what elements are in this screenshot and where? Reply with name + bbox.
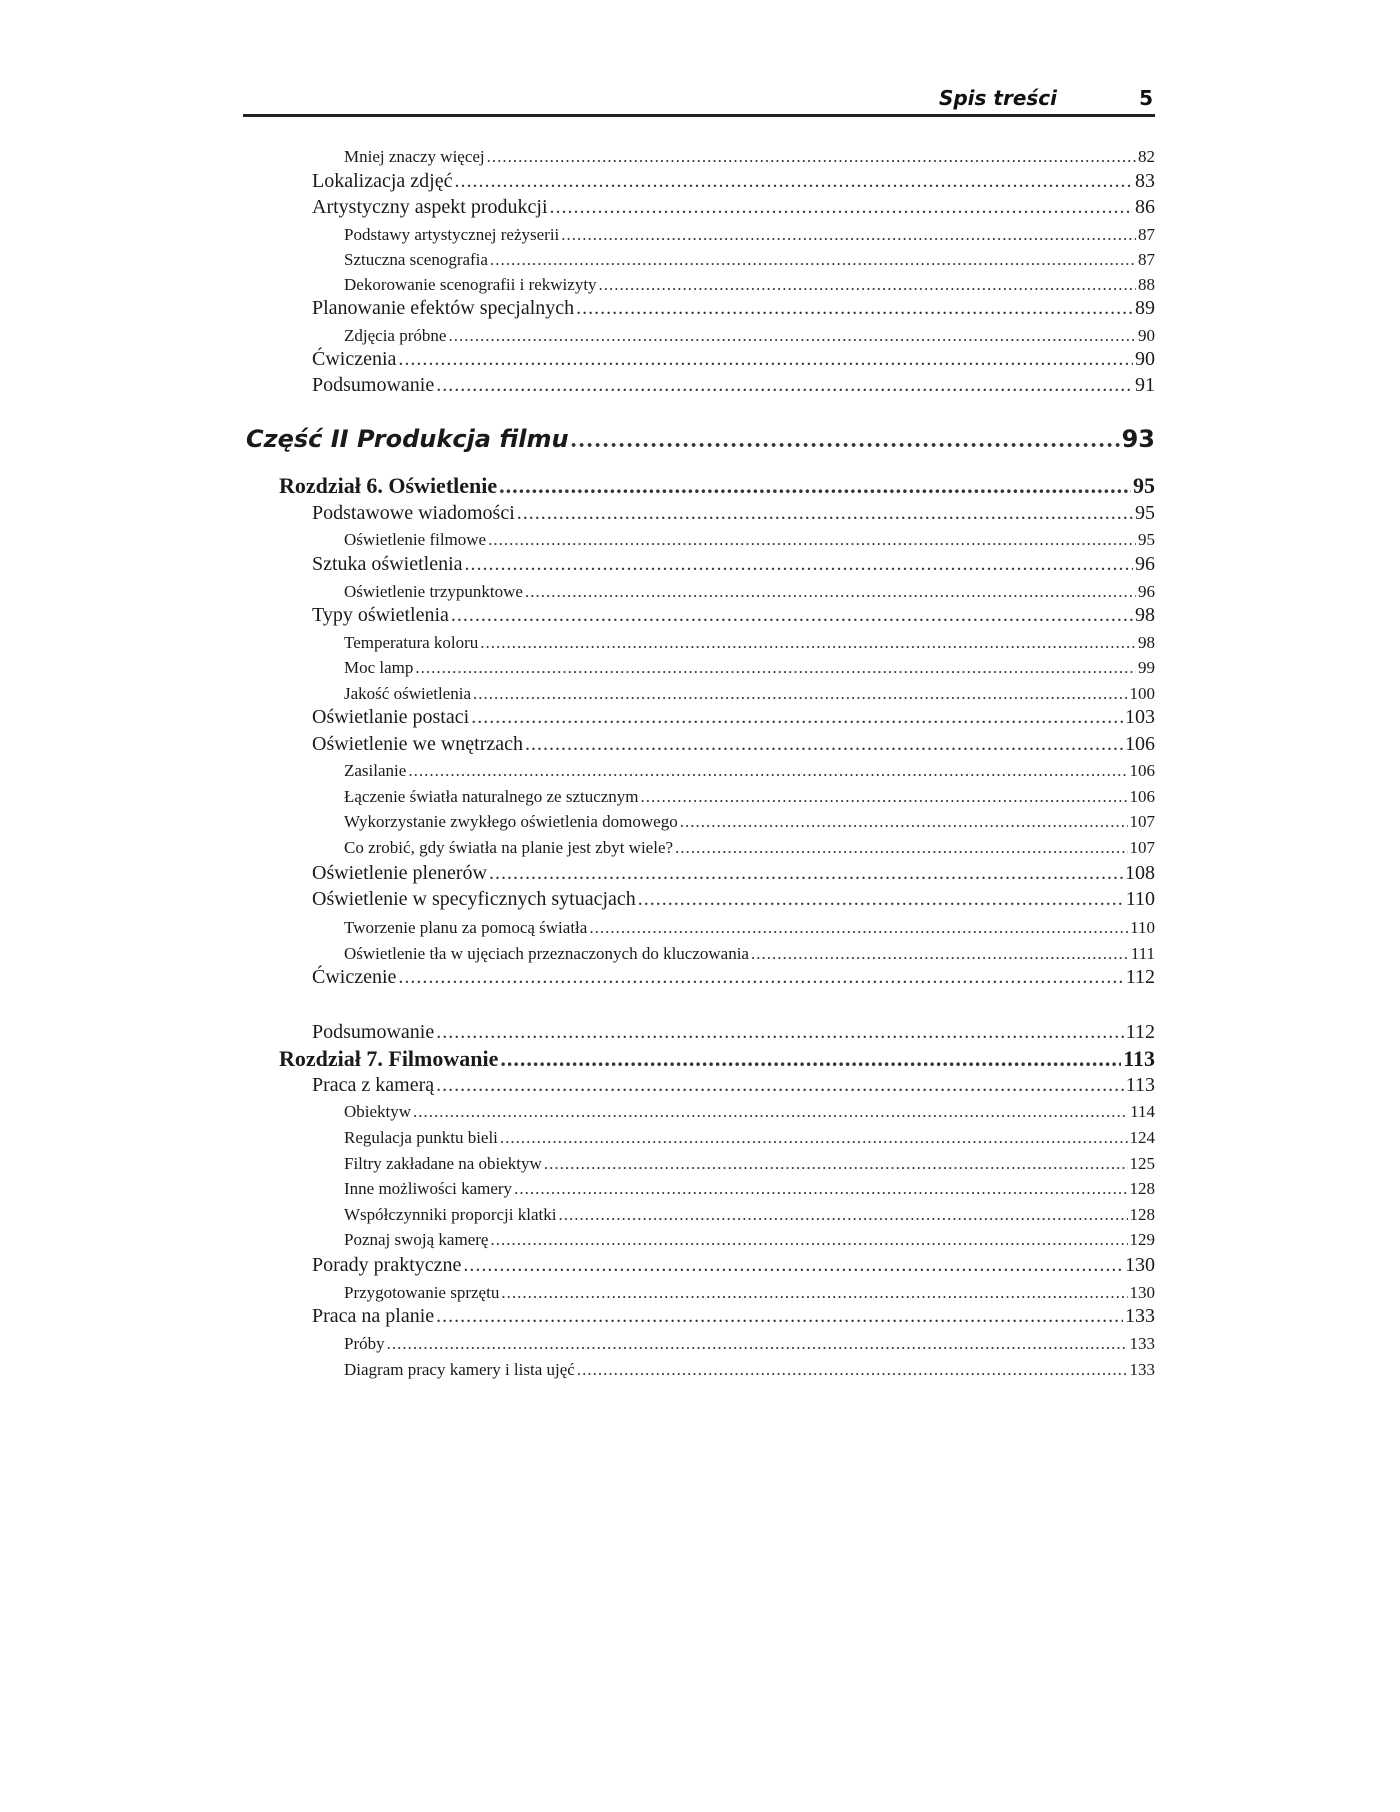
toc-entry — [344, 1128, 1155, 1148]
toc-entry — [312, 553, 1155, 576]
toc-dot-leader — [398, 966, 1123, 989]
toc-entry-label: Przygotowanie sprzętu — [344, 1283, 500, 1302]
toc-entry — [312, 502, 1155, 525]
toc-entry — [344, 812, 1155, 832]
toc-entry-label: Oświetlenie trzypunktowe — [344, 582, 523, 601]
toc-entry-page-number: 133 — [1129, 1334, 1155, 1353]
toc-entry-page-number: 100 — [1129, 684, 1155, 703]
toc-entry-label: Praca na planie — [312, 1305, 435, 1327]
toc-entry — [246, 425, 1155, 454]
toc-entry-label: Łączenie światła naturalnego ze sztucznym — [344, 787, 639, 806]
toc-dot-leader — [413, 1102, 1128, 1122]
toc-dot-leader — [576, 297, 1133, 320]
toc-entry-page-number: 98 — [1135, 604, 1155, 626]
toc-entry-page-number: 103 — [1125, 706, 1155, 728]
header-rule — [243, 114, 1155, 117]
toc-entry — [344, 530, 1155, 550]
toc-entry-page-number: 90 — [1138, 326, 1155, 345]
header-page-number: 5 — [1139, 86, 1153, 110]
toc-entry-page-number: 87 — [1138, 225, 1155, 244]
toc-entry-label: Planowanie efektów specjalnych — [312, 297, 575, 319]
toc-entry-label: Wykorzystanie zwykłego oświetlenia domowego — [344, 812, 678, 831]
toc-entry-label: Poznaj swoją kamerę — [344, 1230, 489, 1249]
toc-dot-leader — [488, 530, 1136, 550]
toc-entry-page-number: 133 — [1129, 1360, 1155, 1379]
toc-entry-label: Mniej znaczy więcej — [344, 147, 485, 166]
toc-entry-label: Moc lamp — [344, 658, 414, 677]
toc-entry-label: Rozdział 7. Filmowanie — [279, 1046, 499, 1071]
toc-entry-label: Ćwiczenie — [312, 966, 397, 988]
toc-entry — [344, 225, 1155, 245]
toc-dot-leader — [561, 225, 1136, 245]
toc-entry — [312, 966, 1155, 989]
toc-entry-page-number: 124 — [1129, 1128, 1155, 1147]
toc-entry — [344, 633, 1155, 653]
toc-dot-leader — [408, 761, 1127, 781]
running-header — [243, 86, 1155, 116]
toc-entry-page-number: 128 — [1129, 1179, 1155, 1198]
toc-dot-leader — [454, 170, 1133, 193]
toc-dot-leader — [517, 502, 1133, 525]
toc-entry-page-number: 106 — [1129, 787, 1155, 806]
toc-dot-leader — [415, 658, 1136, 678]
toc-entry-page-number: 95 — [1135, 502, 1155, 524]
toc-entry-label: Co zrobić, gdy światła na planie jest zbyt wiele? — [344, 838, 674, 857]
toc-dot-leader — [550, 196, 1134, 219]
toc-entry-page-number: 112 — [1125, 966, 1155, 988]
toc-entry — [344, 1179, 1155, 1199]
toc-entry-page-number: 95 — [1138, 530, 1155, 549]
toc-entry — [312, 604, 1155, 627]
toc-entry-page-number: 82 — [1138, 147, 1155, 166]
toc-entry — [312, 1021, 1155, 1044]
toc-entry — [279, 473, 1155, 499]
toc-entry-page-number: 113 — [1123, 1046, 1155, 1071]
toc-entry — [344, 1230, 1155, 1250]
toc-entry-page-number: 87 — [1138, 250, 1155, 269]
toc-entry-page-number: 93 — [1121, 425, 1155, 453]
toc-dot-leader — [398, 348, 1133, 371]
toc-entry — [344, 147, 1155, 167]
toc-entry-page-number: 88 — [1138, 275, 1155, 294]
toc-entry-label: Dekorowanie scenografii i rekwizyty — [344, 275, 597, 294]
toc-entry-page-number: 89 — [1135, 297, 1155, 319]
toc-entry-label: Inne możliwości kamery — [344, 1179, 513, 1198]
toc-dot-leader — [525, 733, 1123, 756]
toc-entry — [344, 1205, 1155, 1225]
toc-entry — [344, 761, 1155, 781]
toc-entry-page-number: 107 — [1129, 812, 1155, 831]
toc-entry — [312, 862, 1155, 885]
toc-dot-leader — [558, 1205, 1127, 1225]
toc-entry — [344, 1360, 1155, 1380]
toc-entry-page-number: 130 — [1129, 1283, 1155, 1302]
toc-entry — [312, 888, 1155, 911]
toc-entry — [344, 918, 1155, 938]
toc-dot-leader — [451, 604, 1133, 627]
toc-entry-label: Współczynniki proporcji klatki — [344, 1205, 557, 1224]
toc-dot-leader — [448, 326, 1136, 346]
toc-entry — [312, 1074, 1155, 1097]
toc-entry-page-number: 99 — [1138, 658, 1155, 677]
toc-entry — [344, 838, 1155, 858]
toc-dot-leader — [599, 275, 1136, 295]
toc-entry-label: Typy oświetlenia — [312, 604, 449, 626]
toc-entry-page-number: 86 — [1135, 196, 1155, 218]
toc-entry-page-number: 90 — [1135, 348, 1155, 370]
toc-dot-leader — [499, 473, 1131, 499]
toc-entry-page-number: 110 — [1125, 888, 1155, 910]
toc-entry-label: Tworzenie planu za pomocą światła — [344, 918, 588, 937]
toc-entry-page-number: 91 — [1135, 374, 1155, 396]
toc-dot-leader — [463, 1254, 1123, 1277]
toc-entry-label: Porady praktyczne — [312, 1254, 462, 1276]
toc-entry — [312, 1254, 1155, 1277]
toc-entry-label: Filtry zakładane na obiektyw — [344, 1154, 542, 1173]
toc-entry — [312, 374, 1155, 397]
toc-entry-label: Oświetlenie filmowe — [344, 530, 487, 549]
toc-dot-leader — [465, 553, 1133, 576]
toc-entry-page-number: 129 — [1129, 1230, 1155, 1249]
toc-dot-leader — [525, 582, 1136, 602]
toc-entry — [344, 1334, 1155, 1354]
toc-entry-label: Próby — [344, 1334, 385, 1353]
toc-entry — [312, 196, 1155, 219]
toc-dot-leader — [500, 1046, 1121, 1072]
toc-entry — [344, 944, 1155, 964]
toc-entry — [344, 275, 1155, 295]
toc-entry-page-number: 111 — [1130, 944, 1155, 963]
toc-entry-page-number: 96 — [1135, 553, 1155, 575]
toc-entry-page-number: 96 — [1138, 582, 1155, 601]
toc-entry-label: Diagram pracy kamery i lista ujęć — [344, 1360, 575, 1379]
toc-entry — [344, 684, 1155, 704]
toc-entry-page-number: 110 — [1130, 918, 1155, 937]
toc-entry-label: Zasilanie — [344, 761, 407, 780]
toc-dot-leader — [436, 1305, 1123, 1328]
toc-dot-leader — [480, 633, 1136, 653]
toc-dot-leader — [471, 706, 1123, 729]
toc-entry — [279, 1046, 1155, 1072]
toc-dot-leader — [751, 944, 1129, 964]
toc-entry-label: Sztuka oświetlenia — [312, 553, 463, 575]
toc-entry — [344, 326, 1155, 346]
toc-dot-leader — [473, 684, 1128, 704]
toc-entry-page-number: 114 — [1130, 1102, 1155, 1121]
toc-entry — [312, 733, 1155, 756]
toc-entry-label: Jakość oświetlenia — [344, 684, 471, 703]
toc-dot-leader — [641, 787, 1128, 807]
toc-entry-label: Praca z kamerą — [312, 1074, 435, 1096]
toc-entry — [344, 250, 1155, 270]
toc-dot-leader — [436, 374, 1133, 397]
toc-entry-page-number: 106 — [1125, 733, 1155, 755]
toc-entry-label: Podsumowanie — [312, 374, 435, 396]
toc-entry-label: Rozdział 6. Oświetlenie — [279, 473, 498, 498]
toc-entry-page-number: 107 — [1129, 838, 1155, 857]
toc-entry-page-number: 106 — [1129, 761, 1155, 780]
toc-entry — [344, 1102, 1155, 1122]
toc-entry-label: Lokalizacja zdjęć — [312, 170, 453, 192]
toc-dot-leader — [544, 1154, 1128, 1174]
toc-dot-leader — [487, 147, 1136, 167]
toc-entry — [344, 787, 1155, 807]
toc-entry — [344, 1154, 1155, 1174]
toc-entry-page-number: 125 — [1129, 1154, 1155, 1173]
toc-entry-label: Obiektyw — [344, 1102, 412, 1121]
toc-entry — [312, 297, 1155, 320]
toc-entry-label: Podsumowanie — [312, 1021, 435, 1043]
toc-dot-leader — [680, 812, 1128, 832]
toc-entry-page-number: 95 — [1133, 473, 1155, 498]
toc-entry-label: Podstawy artystycznej reżyserii — [344, 225, 560, 244]
toc-entry — [312, 706, 1155, 729]
toc-entry-label: Oświetlenie w specyficznych sytuacjach — [312, 888, 636, 910]
toc-entry — [312, 170, 1155, 193]
toc-entry-page-number: 130 — [1125, 1254, 1155, 1276]
toc-entry — [344, 658, 1155, 678]
toc-dot-leader — [638, 888, 1124, 911]
header-title: Spis treści — [938, 86, 1057, 110]
toc-entry-label: Artystyczny aspekt produkcji — [312, 196, 548, 218]
toc-dot-leader — [490, 250, 1136, 270]
toc-entry-label: Oświetlenie tła w ujęciach przeznaczonych do kluczowania — [344, 944, 749, 963]
toc-entry-page-number: 133 — [1125, 1305, 1155, 1327]
toc-entry-label: Część II Produkcja filmu — [246, 425, 569, 453]
toc-dot-leader — [514, 1179, 1127, 1199]
toc-entry-page-number: 83 — [1135, 170, 1155, 192]
toc-entry — [312, 348, 1155, 371]
toc-entry-label: Oświetlanie postaci — [312, 706, 470, 728]
toc-dot-leader — [577, 1360, 1128, 1380]
toc-entry-page-number: 113 — [1125, 1074, 1155, 1096]
toc-entry-page-number: 108 — [1125, 862, 1155, 884]
toc-entry-label: Regulacja punktu bieli — [344, 1128, 498, 1147]
toc-dot-leader — [571, 427, 1120, 454]
toc-dot-leader — [387, 1334, 1128, 1354]
toc-entry — [344, 1283, 1155, 1303]
toc-entry — [312, 1305, 1155, 1328]
toc-dot-leader — [489, 862, 1123, 885]
toc-entry-label: Oświetlenie plenerów — [312, 862, 487, 884]
toc-dot-leader — [675, 838, 1127, 858]
toc-dot-leader — [490, 1230, 1127, 1250]
toc-entry-label: Podstawowe wiadomości — [312, 502, 515, 524]
toc-dot-leader — [501, 1283, 1127, 1303]
toc-entry-label: Zdjęcia próbne — [344, 326, 447, 345]
toc-entry-page-number: 112 — [1125, 1021, 1155, 1043]
toc-entry-page-number: 98 — [1138, 633, 1155, 652]
toc-entry-label: Sztuczna scenografia — [344, 250, 488, 269]
toc-entry — [344, 582, 1155, 602]
toc-entry-page-number: 128 — [1129, 1205, 1155, 1224]
toc-entry-label: Ćwiczenia — [312, 348, 397, 370]
toc-dot-leader — [589, 918, 1128, 938]
toc-entry-label: Oświetlenie we wnętrzach — [312, 733, 524, 755]
toc-entry-label: Temperatura koloru — [344, 633, 479, 652]
toc-dot-leader — [436, 1074, 1124, 1097]
toc-dot-leader — [500, 1128, 1128, 1148]
toc-dot-leader — [436, 1021, 1124, 1044]
